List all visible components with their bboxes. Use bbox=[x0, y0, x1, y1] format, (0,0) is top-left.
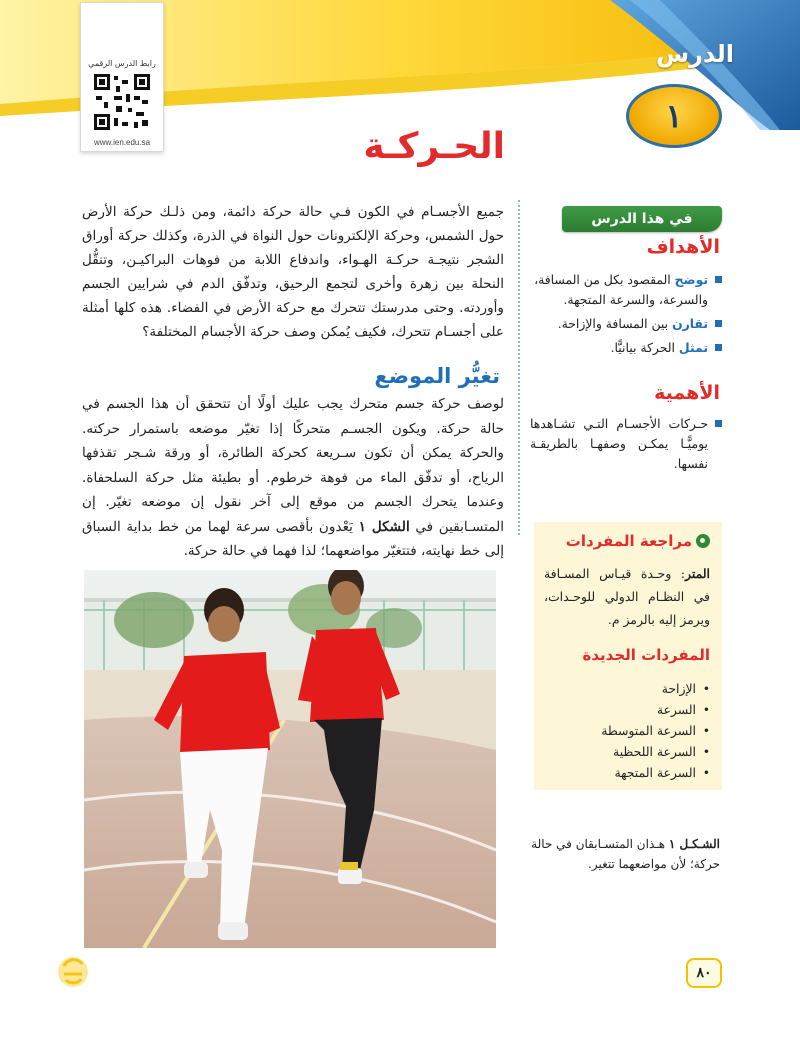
list-item: • السرعة المتوسطة bbox=[560, 720, 710, 741]
list-item: • السرعة المتجهة bbox=[560, 762, 710, 783]
section-heading: تغيُّر الموضع bbox=[374, 364, 500, 388]
list-item: • الإزاحة bbox=[560, 678, 710, 699]
section-paragraph bbox=[82, 392, 504, 564]
vocab-review-title: مراجعة المفردات bbox=[565, 532, 692, 550]
figure-caption bbox=[530, 834, 720, 874]
review-circle-icon bbox=[696, 534, 710, 548]
intro-paragraph: جميع الأجسـام في الكون فـي حالة حركة دائمة، ومن ذلـك حركة الأرض حول الشمس، وحركة الإلكترونات حول النواة في الذرة، وكذلك حركة أوراق الشجر نتيجـة حركـة الهـواء، واندفاع اللابة من فوهات البراكيـن، وتنقُّل النحلة بين زهرة وأخرى لتجمع الرحيق، وتدفّق الدم في شرايين الجسم وأوردته. وحتى مدرستك تتحرك مع حركة الأرض في الفضاء. هذه كلها أمثلة على أجسـام تتحرك، فكيف يُمكن وصف حركة الأجسام المختلفة؟ bbox=[82, 204, 504, 340]
importance-heading: الأهمية bbox=[654, 382, 720, 404]
vocab-review-definition bbox=[544, 562, 710, 631]
qr-code-icon[interactable] bbox=[92, 72, 152, 132]
objective-verb: توضح bbox=[674, 272, 708, 287]
list-item: • السرعة bbox=[560, 699, 710, 720]
list-item: • السرعة اللحظية bbox=[560, 741, 710, 762]
figure-reference: الشكل ١ bbox=[358, 518, 410, 535]
caption-label: الشـكـل ١ bbox=[668, 837, 720, 851]
qr-code-card[interactable] bbox=[80, 2, 164, 152]
runners-photo bbox=[84, 570, 496, 948]
vocabulary-box bbox=[534, 522, 722, 790]
importance-list bbox=[530, 414, 722, 478]
new-vocab-list bbox=[560, 678, 710, 783]
review-definition-text: : وحـدة قيـاس المسـافة في النظـام الدولي للوحـدات، ويرمز إليه بالرمز م. bbox=[544, 566, 710, 627]
caption-text: هـذان المتسـابقان في حالة حركة؛ لأن مواضعهما تتغير. bbox=[531, 837, 720, 871]
new-vocab-heading: المفردات الجديدة bbox=[582, 646, 710, 664]
section-text-part2: يَعْدون بأقصى سرعة لهما من خط بداية السباق إلى خط نهايته، فتتغيّر مواضعهما؛ لذا فهما في حالة حركة. bbox=[82, 518, 504, 559]
section-text-part1: لوصف حركة جسم متحرك يجب عليك أولًا أن تتحقق أن هذا الجسم في حالة حركة. ويكون الجسـم متحركًا إذا تغيّر موضعه باستمرار حركته. والحركة يمكن أن تكون سـريعة كحركة الطائرة، أو ورقة شـجر تقذفها الرياح، أو تدفّق الماء من فوهة خرطوم. أو بطيئة مثل حركة السلحفاة. وعندما يتحرك الجسم من موقع إلى آخر نقول إن موضعه تغيّر. إن المتسـابقين في bbox=[82, 396, 504, 535]
objective-verb: تقارن bbox=[672, 316, 708, 331]
column-divider bbox=[518, 200, 520, 535]
page-number: ٨٠ bbox=[686, 958, 722, 988]
objectives-list bbox=[530, 270, 722, 362]
list-item bbox=[530, 338, 722, 358]
lesson-label: الدرس bbox=[655, 40, 735, 68]
page-title: الحـركـة bbox=[363, 126, 505, 167]
qr-url[interactable]: www.ien.edu.sa bbox=[93, 138, 151, 147]
lesson-number-badge bbox=[626, 84, 722, 148]
publisher-logo-icon bbox=[54, 950, 92, 990]
list-item: حـركات الأجسـام التـي تشـاهدها يوميًّـا يمكـن وصفهـا بالطريقـة نفسها. bbox=[530, 414, 722, 474]
list-item bbox=[530, 314, 722, 334]
objective-text: المقصود بكل من المسافة، والسرعة، والسرعة المتجهة. bbox=[534, 272, 708, 307]
objective-text: بين المسافة والإزاحة. bbox=[557, 316, 673, 331]
qr-label: رابط الدرس الرقمي bbox=[88, 59, 156, 68]
objective-verb: تمثل bbox=[678, 340, 708, 355]
lesson-number: ١ bbox=[665, 97, 683, 135]
in-this-lesson-tab: في هذا الدرس bbox=[562, 206, 722, 232]
objective-text: الحركة بيانيًّا. bbox=[610, 340, 679, 355]
objectives-heading: الأهداف bbox=[646, 236, 720, 258]
vocab-review-heading bbox=[566, 532, 710, 550]
review-term: المتر bbox=[685, 566, 710, 581]
list-item bbox=[530, 270, 722, 310]
